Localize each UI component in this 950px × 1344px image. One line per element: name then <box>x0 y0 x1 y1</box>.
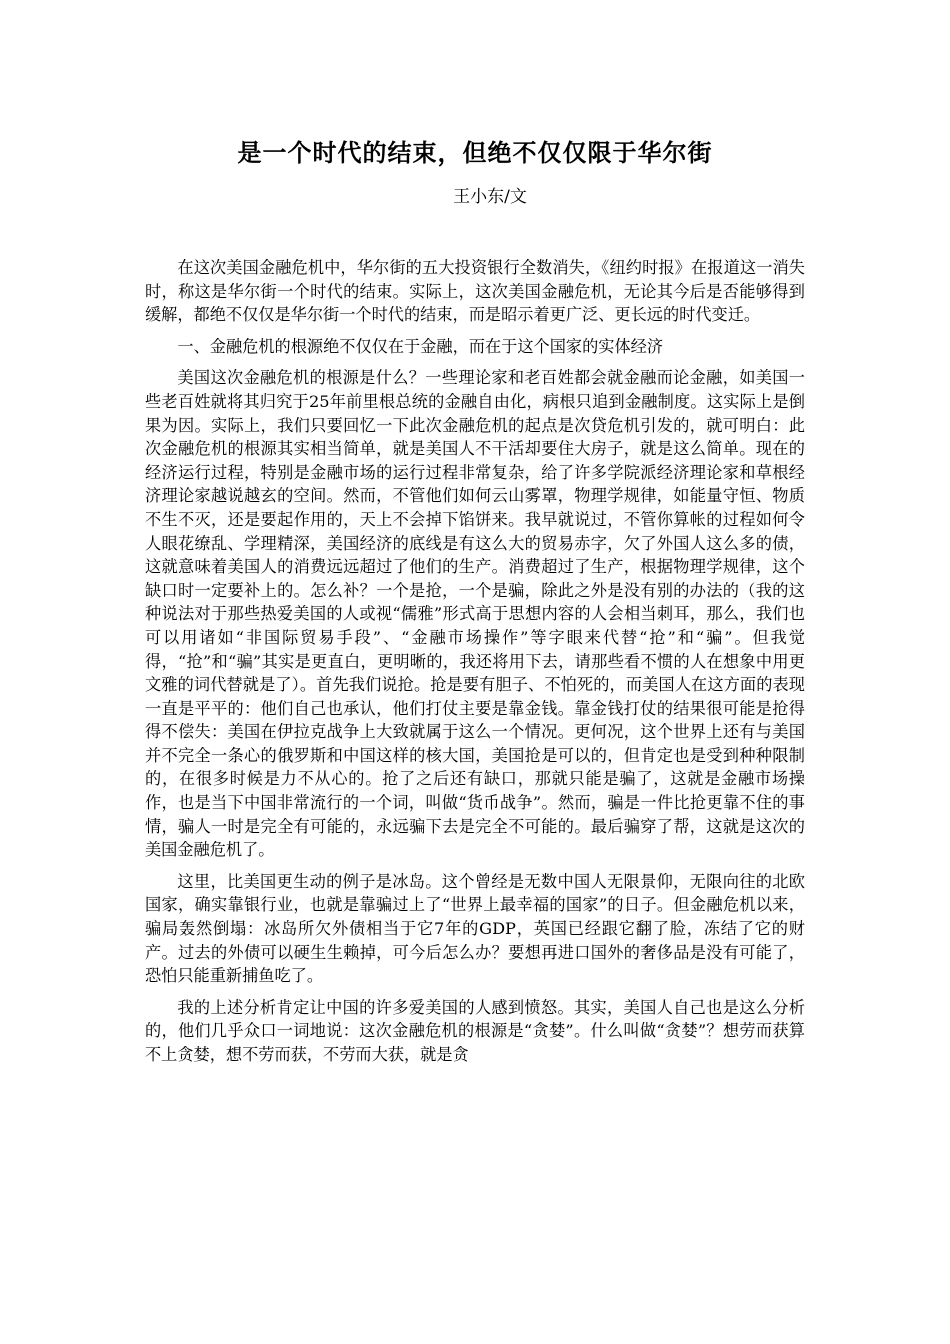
document-title: 是一个时代的结束，但绝不仅仅限于华尔街 <box>237 139 713 167</box>
paragraph-root-cause: 美国这次金融危机的根源是什么？一些理论家和老百姓都会就金融而论金融，如美国一些老百姓就将其归究于25年前里根总统的金融自由化，病根只追到金融制度。这实际上是倒果为因。实际上，我们只要回忆一下此次金融危机的起点是次贷危机引发的，就可明白：此次金融危机的根源其实相当简单，就是美国人不干活却要住大房子，就是这么简单。现在的经济运行过程，特别是金融市场的运行过程非常复杂，给了许多学院派经济理论家和草根经济理论家越说越玄的空间。然而，不管他们如何云山雾罩，物理学规律，如能量守恒、物质不生不灭，还是要起作用的，天上不会掉下馅饼来。我早就说过，不管你算帐的过程如何令人眼花缭乱、学理精深，美国经济的底线是有这么大的贸易赤字，欠了外国人这么多的债，这就意味着美国人的消费远远超过了他们的生产。消费超过了生产，根据物理学规律，这个缺口时一定要补上的。怎么补？一个是抢，一个是骗，除此之外是没有别的办法的（我的这种说法对于那些热爱美国的人或视“儒雅”形式高于思想内容的人会相当刺耳，那么，我们也可以用诸如“非国际贸易手段”、“金融市场操作”等字眼来代替“抢”和“骗”。但我觉得，“抢”和“骗”其实是更直白，更明晰的，我还将用下去，请那些看不惯的人在想象中用更文雅的词代替就是了）。首先我们说抢。抢是要有胆子、不怕死的，而美国人在这方面的表现一直是平平的：他们自己也承认，他们打仗主要是靠金钱。靠金钱打仗的结果很可能是抢得得不偿失：美国在伊拉克战争上大致就属于这么一个情况。更何况，这个世界上还有与美国并不完全一条心的俄罗斯和中国这样的核大国，美国抢是可以的，但肯定也是受到种种限制的，在很多时候是力不从心的。抢了之后还有缺口，那就只能是骗了，这就是金融市场操作，也是当下中国非常流行的一个词，叫做“货币战争”。然而，骗是一件比抢更靠不住的事情，骗人一时是完全有可能的，永远骗下去是完全不可能的。最后骗穿了帮，这就是这次的美国金融危机了。 <box>145 368 805 860</box>
paragraph-greed: 我的上述分析肯定让中国的许多爱美国的人感到愤怒。其实，美国人自己也是这么分析的，他们几乎众口一词地说：这次金融危机的根源是“贪婪”。什么叫做“贪婪”？想劳而获算不上贪婪，想不劳而获，不劳而大获，就是贪 <box>145 997 805 1064</box>
paragraph-intro: 在这次美国金融危机中，华尔街的五大投资银行全数消失，《纽约时报》在报道这一消失时，称这是华尔街一个时代的结束。实际上，这次美国金融危机，无论其今后是否能够得到缓解，都绝不仅仅是华尔街一个时代的结束，而是昭示着更广泛、更长远的时代变迁。 <box>145 258 805 325</box>
section-heading: 一、金融危机的根源绝不仅仅在于金融，而在于这个国家的实体经济 <box>177 336 664 356</box>
author-byline: 王小东/文 <box>453 187 527 207</box>
paragraph-iceland: 这里，比美国更生动的例子是冰岛。这个曾经是无数中国人无限景仰，无限向往的北欧国家，确实靠银行业，也就是靠骗过上了“世界上最幸福的国家”的日子。但金融危机以来，骗局轰然倒塌：冰岛所欠外债相当于它7年的GDP，英国已经跟它翻了脸，冻结了它的财产。过去的外债可以硬生生赖掉，可今后怎么办？要想再进口国外的奢侈品是没有可能了，恐怕只能重新捕鱼吃了。 <box>145 871 805 986</box>
article-body <box>145 256 805 1075</box>
